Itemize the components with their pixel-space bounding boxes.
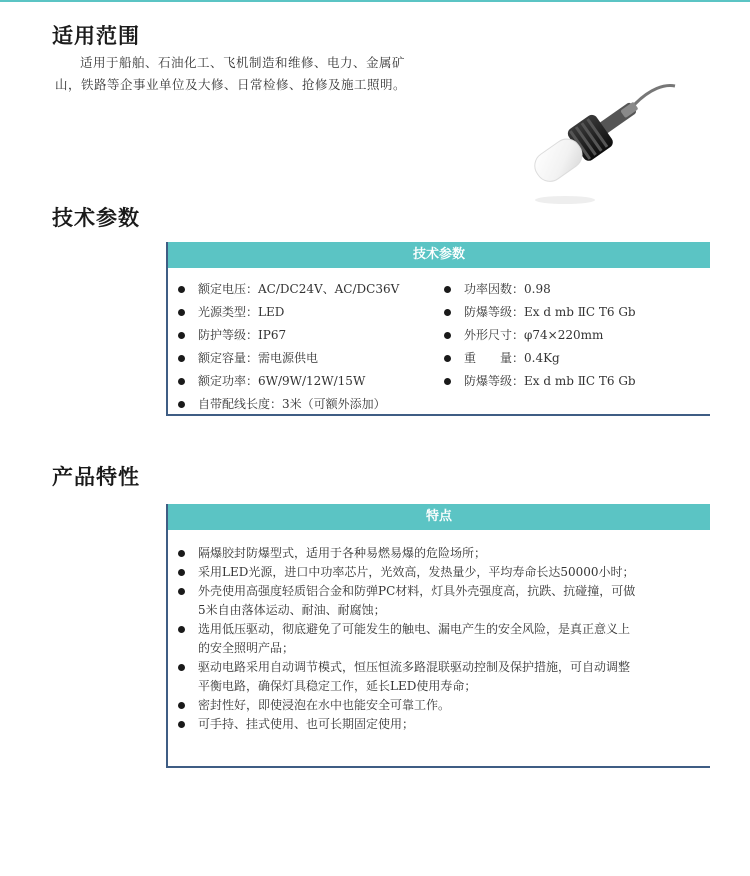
spec-item: 防爆等级：Ex d mb ⅡC T6 Gb (434, 301, 636, 324)
spec-item: 额定电压：AC/DC24V、AC/DC36V (168, 278, 399, 301)
feature-item: 外壳使用高强度轻质铝合金和防弹PC材料，灯具外壳强度高，抗跌、抗碰撞，可做5米自由落体运动、耐油、耐腐蚀； (168, 582, 638, 620)
scope-text: 适用于船舶、石油化工、飞机制造和维修、电力、金属矿山，铁路等企事业单位及大修、日常检修、抢修及施工照明。 (55, 55, 407, 92)
spec-item: 额定功率：6W/9W/12W/15W (168, 370, 399, 393)
tech-panel (166, 242, 710, 416)
feature-item: 采用LED光源，进口中功率芯片，光效高，发热量少，平均寿命长达50000小时； (168, 563, 638, 582)
bullet-icon (178, 378, 185, 385)
features-panel (166, 504, 710, 768)
bullet-icon (444, 332, 451, 339)
feature-item: 可手持、挂式使用、也可长期固定使用； (168, 715, 638, 734)
product-lamp-image (525, 78, 690, 208)
spec-item: 防护等级：IP67 (168, 324, 399, 347)
bullet-icon (178, 550, 185, 557)
feature-item: 密封性好，即使浸泡在水中也能安全可靠工作。 (168, 696, 638, 715)
bullet-icon (178, 332, 185, 339)
spec-item: 功率因数：0.98 (434, 278, 636, 301)
bullet-icon (178, 286, 185, 293)
features-panel-header: 特点 (168, 504, 710, 530)
bullet-icon (178, 309, 185, 316)
bullet-icon (178, 355, 185, 362)
bullet-icon (178, 664, 185, 671)
spec-list-left (168, 278, 399, 416)
feature-list (168, 530, 638, 734)
feature-item: 驱动电路采用自动调节模式，恒压恒流多路混联驱动控制及保护措施，可自动调整平衡电路，确保灯具稳定工作，延长LED使用寿命； (168, 658, 638, 696)
bullet-icon (178, 401, 185, 408)
bullet-icon (444, 378, 451, 385)
bullet-icon (444, 355, 451, 362)
features-title: 产品特性 (52, 465, 140, 489)
spec-list-right (434, 278, 636, 393)
feature-item: 选用低压驱动，彻底避免了可能发生的触电、漏电产生的安全风险，是真正意义上的安全照明产品； (168, 620, 638, 658)
bullet-icon (178, 702, 185, 709)
bullet-icon (178, 721, 185, 728)
bullet-icon (178, 569, 185, 576)
spec-item: 光源类型：LED (168, 301, 399, 324)
top-accent-line (0, 0, 750, 2)
bullet-icon (178, 626, 185, 633)
spec-item: 自带配线长度：3米（可额外添加） (168, 393, 399, 416)
feature-item: 隔爆胶封防爆型式，适用于各种易燃易爆的危险场所； (168, 544, 638, 563)
tech-title: 技术参数 (52, 206, 140, 230)
bullet-icon (178, 588, 185, 595)
scope-title: 适用范围 (52, 24, 140, 48)
spec-item: 额定容量：需电源供电 (168, 347, 399, 370)
spec-item: 重 量：0.4Kg (434, 347, 636, 370)
spec-item: 防爆等级：Ex d mb ⅡC T6 Gb (434, 370, 636, 393)
bullet-icon (444, 309, 451, 316)
tech-specs (168, 268, 710, 414)
bullet-icon (444, 286, 451, 293)
tech-panel-header: 技术参数 (168, 242, 710, 268)
spec-item: 外形尺寸：φ74×220mm (434, 324, 636, 347)
